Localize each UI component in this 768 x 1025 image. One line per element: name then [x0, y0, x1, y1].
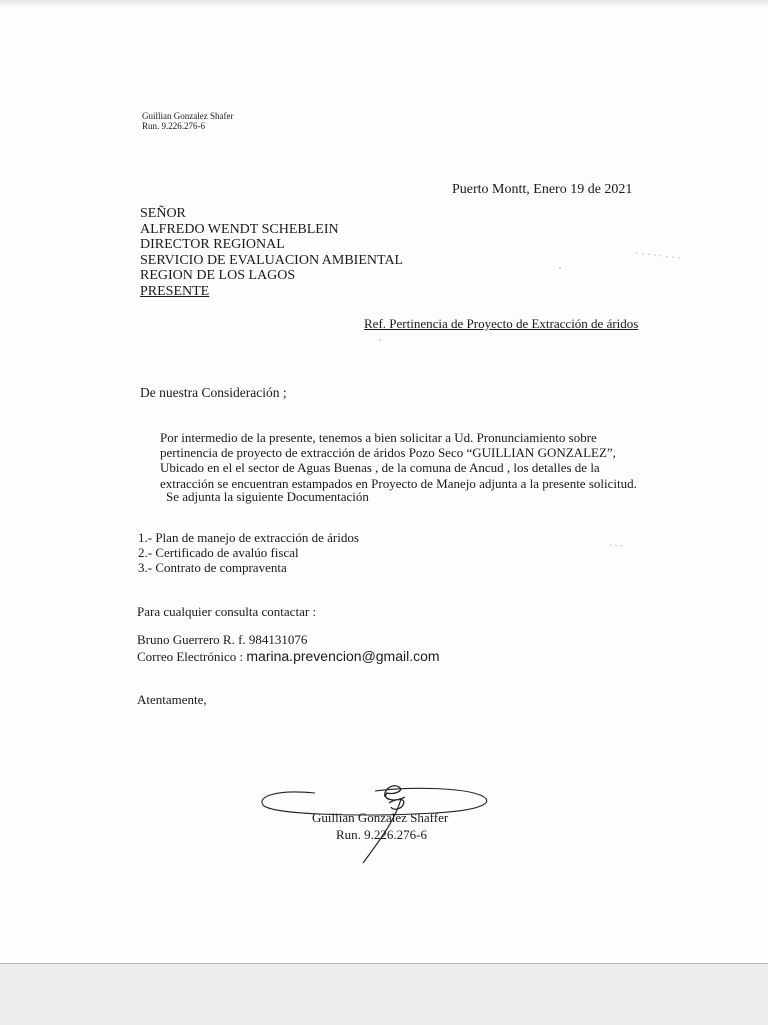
addressee-presente: PRESENTE [140, 283, 210, 299]
body-line: Por intermedio de la presente, tenemos a bien solicitar a Ud. Pronunciamiento sobre [160, 430, 597, 445]
addressee-salutation: SEÑOR [140, 206, 186, 221]
document-item: 1.- Plan de manejo de extracción de áridos [138, 530, 359, 545]
date-line: Puerto Montt, Enero 19 de 2021 [452, 182, 633, 197]
body-line: Ubicado en el el sector de Aguas Buenas , de la comuna de Ancud , los detalles de la [160, 460, 600, 476]
email-address: marina.prevencion@gmail.com [246, 648, 440, 664]
scan-bottom-edge [0, 963, 768, 1025]
contact-person: Bruno Guerrero R. f. 984131076 [137, 632, 308, 647]
body-line: extracción se encuentran estampados en Proyecto de Manejo adjunta a la presente solicitud. [160, 475, 637, 491]
greeting: De nuestra Consideración ; [140, 385, 287, 400]
addressee-position: DIRECTOR REGIONAL [140, 237, 285, 252]
addressee-name: ALFREDO WENDT SCHEBLEIN [140, 221, 339, 237]
document-item: 3.- Contrato de compraventa [138, 559, 287, 575]
sender-name: Guillian Gonzalez Shafer [142, 111, 234, 121]
signer-run: Run. 9.226.276-6 [336, 827, 427, 842]
attachment-note: Se adjunta la siguiente Documentación [166, 489, 369, 504]
body-line: pertinencia de proyecto de extracción de áridos Pozo Seco “GUILLIAN GONZALEZ”, [160, 445, 616, 461]
closing: Atentamente, [137, 692, 207, 707]
addressee-institution: SERVICIO DE EVALUACION AMBIENTAL [140, 252, 404, 268]
addressee-region: REGION DE LOS LAGOS [140, 268, 296, 283]
contact-intro: Para cualquier consulta contactar : [137, 604, 317, 619]
email-label: Correo Electrónico : [137, 649, 247, 664]
reference-line: Ref. Pertinencia de Proyecto de Extracción de áridos [364, 316, 639, 331]
document-item: 2.- Certificado de avalúo fiscal [138, 544, 299, 560]
signer-name: Guillian Gonzalez Shaffer [312, 810, 449, 825]
sender-run: Run. 9.226.276-6 [142, 121, 205, 131]
